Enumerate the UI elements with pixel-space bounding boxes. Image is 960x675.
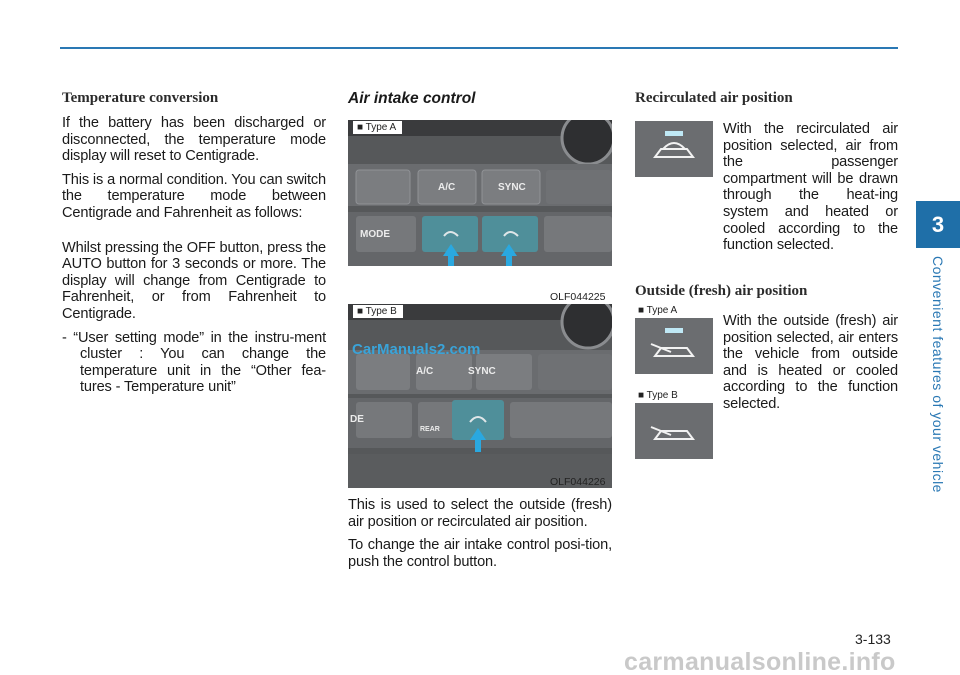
type-a-label: ■ Type A	[638, 305, 678, 316]
section-heading-air-intake-control: Air intake control	[348, 90, 476, 107]
page-number: 3-133	[855, 631, 891, 647]
mode-button-label: MODE	[360, 229, 390, 240]
section-heading-outside-air: Outside (fresh) air position	[635, 283, 808, 299]
figure-type-b	[348, 304, 612, 488]
outside-air-icon-type-b	[635, 403, 713, 459]
sync-button-label: SYNC	[468, 366, 496, 377]
recirculated-description: With the recirculated air position selected, air from the passenger compartment will be drawn through the heat-ing system and heated or cooled according to the function selected.	[723, 121, 898, 254]
chapter-title: Convenient features of your vehicle	[930, 256, 946, 493]
section-heading-recirculated: Recirculated air position	[635, 90, 793, 106]
paragraph: To change the air intake control posi-tion, push the control button.	[348, 537, 612, 570]
figure-code: OLF044226	[550, 476, 606, 488]
middle-body	[348, 497, 612, 570]
type-b-label: ■ Type B	[638, 390, 678, 401]
paragraph: This is used to select the outside (fresh) air position or recirculated air position.	[348, 497, 612, 530]
figure-type-a	[348, 120, 612, 266]
bullet-item: - “User setting mode” in the instru-ment cluster : You can change the temperature unit in the “Other fea-tures - Temperature unit”	[62, 329, 326, 396]
control-panel-illustration-a	[348, 120, 612, 266]
rear-button-label: REAR	[420, 426, 440, 433]
chapter-tab: 3	[916, 201, 960, 248]
footer-watermark: carmanualsonline.info	[624, 648, 896, 675]
paragraph: This is a normal condition. You can switch the temperature mode between Centigrade and Fahrenheit as follows:	[62, 171, 326, 221]
figure-code: OLF044225	[550, 291, 606, 303]
middle-column-heading	[348, 90, 612, 108]
section-heading-temperature-conversion: Temperature conversion	[62, 90, 219, 106]
outside-air-icon-type-a	[635, 318, 713, 374]
outside-air-symbol	[635, 403, 713, 459]
defrost-button-label: DE	[350, 414, 364, 425]
ac-button-label: A/C	[416, 366, 434, 377]
watermark: CarManuals2.com	[352, 341, 481, 358]
header-rule	[60, 47, 898, 49]
sync-button-label: SYNC	[498, 182, 526, 193]
recirculated-air-icon	[635, 121, 713, 177]
control-panel-illustration-b	[348, 304, 612, 488]
outside-air-symbol	[635, 318, 713, 374]
outside-air-description: With the outside (fresh) air position selected, air enters the vehicle from outside and is heated or cooled according to the function selected.	[723, 313, 898, 412]
figure-type-label: ■ Type A	[353, 121, 402, 134]
left-column	[62, 90, 326, 396]
figure-type-label: ■ Type B	[353, 305, 403, 318]
recirculation-symbol	[635, 121, 713, 177]
right-column-heading	[635, 90, 898, 107]
ac-button-label: A/C	[438, 182, 456, 193]
paragraph: If the battery has been discharged or disconnected, the temperature mode display will reset to Centigrade.	[62, 115, 326, 165]
paragraph: Whilst pressing the OFF button, press the AUTO button for 3 seconds or more. The display will change from Centigrade to Fahrenheit, or from Fahrenheit to Centigrade.	[62, 239, 326, 322]
